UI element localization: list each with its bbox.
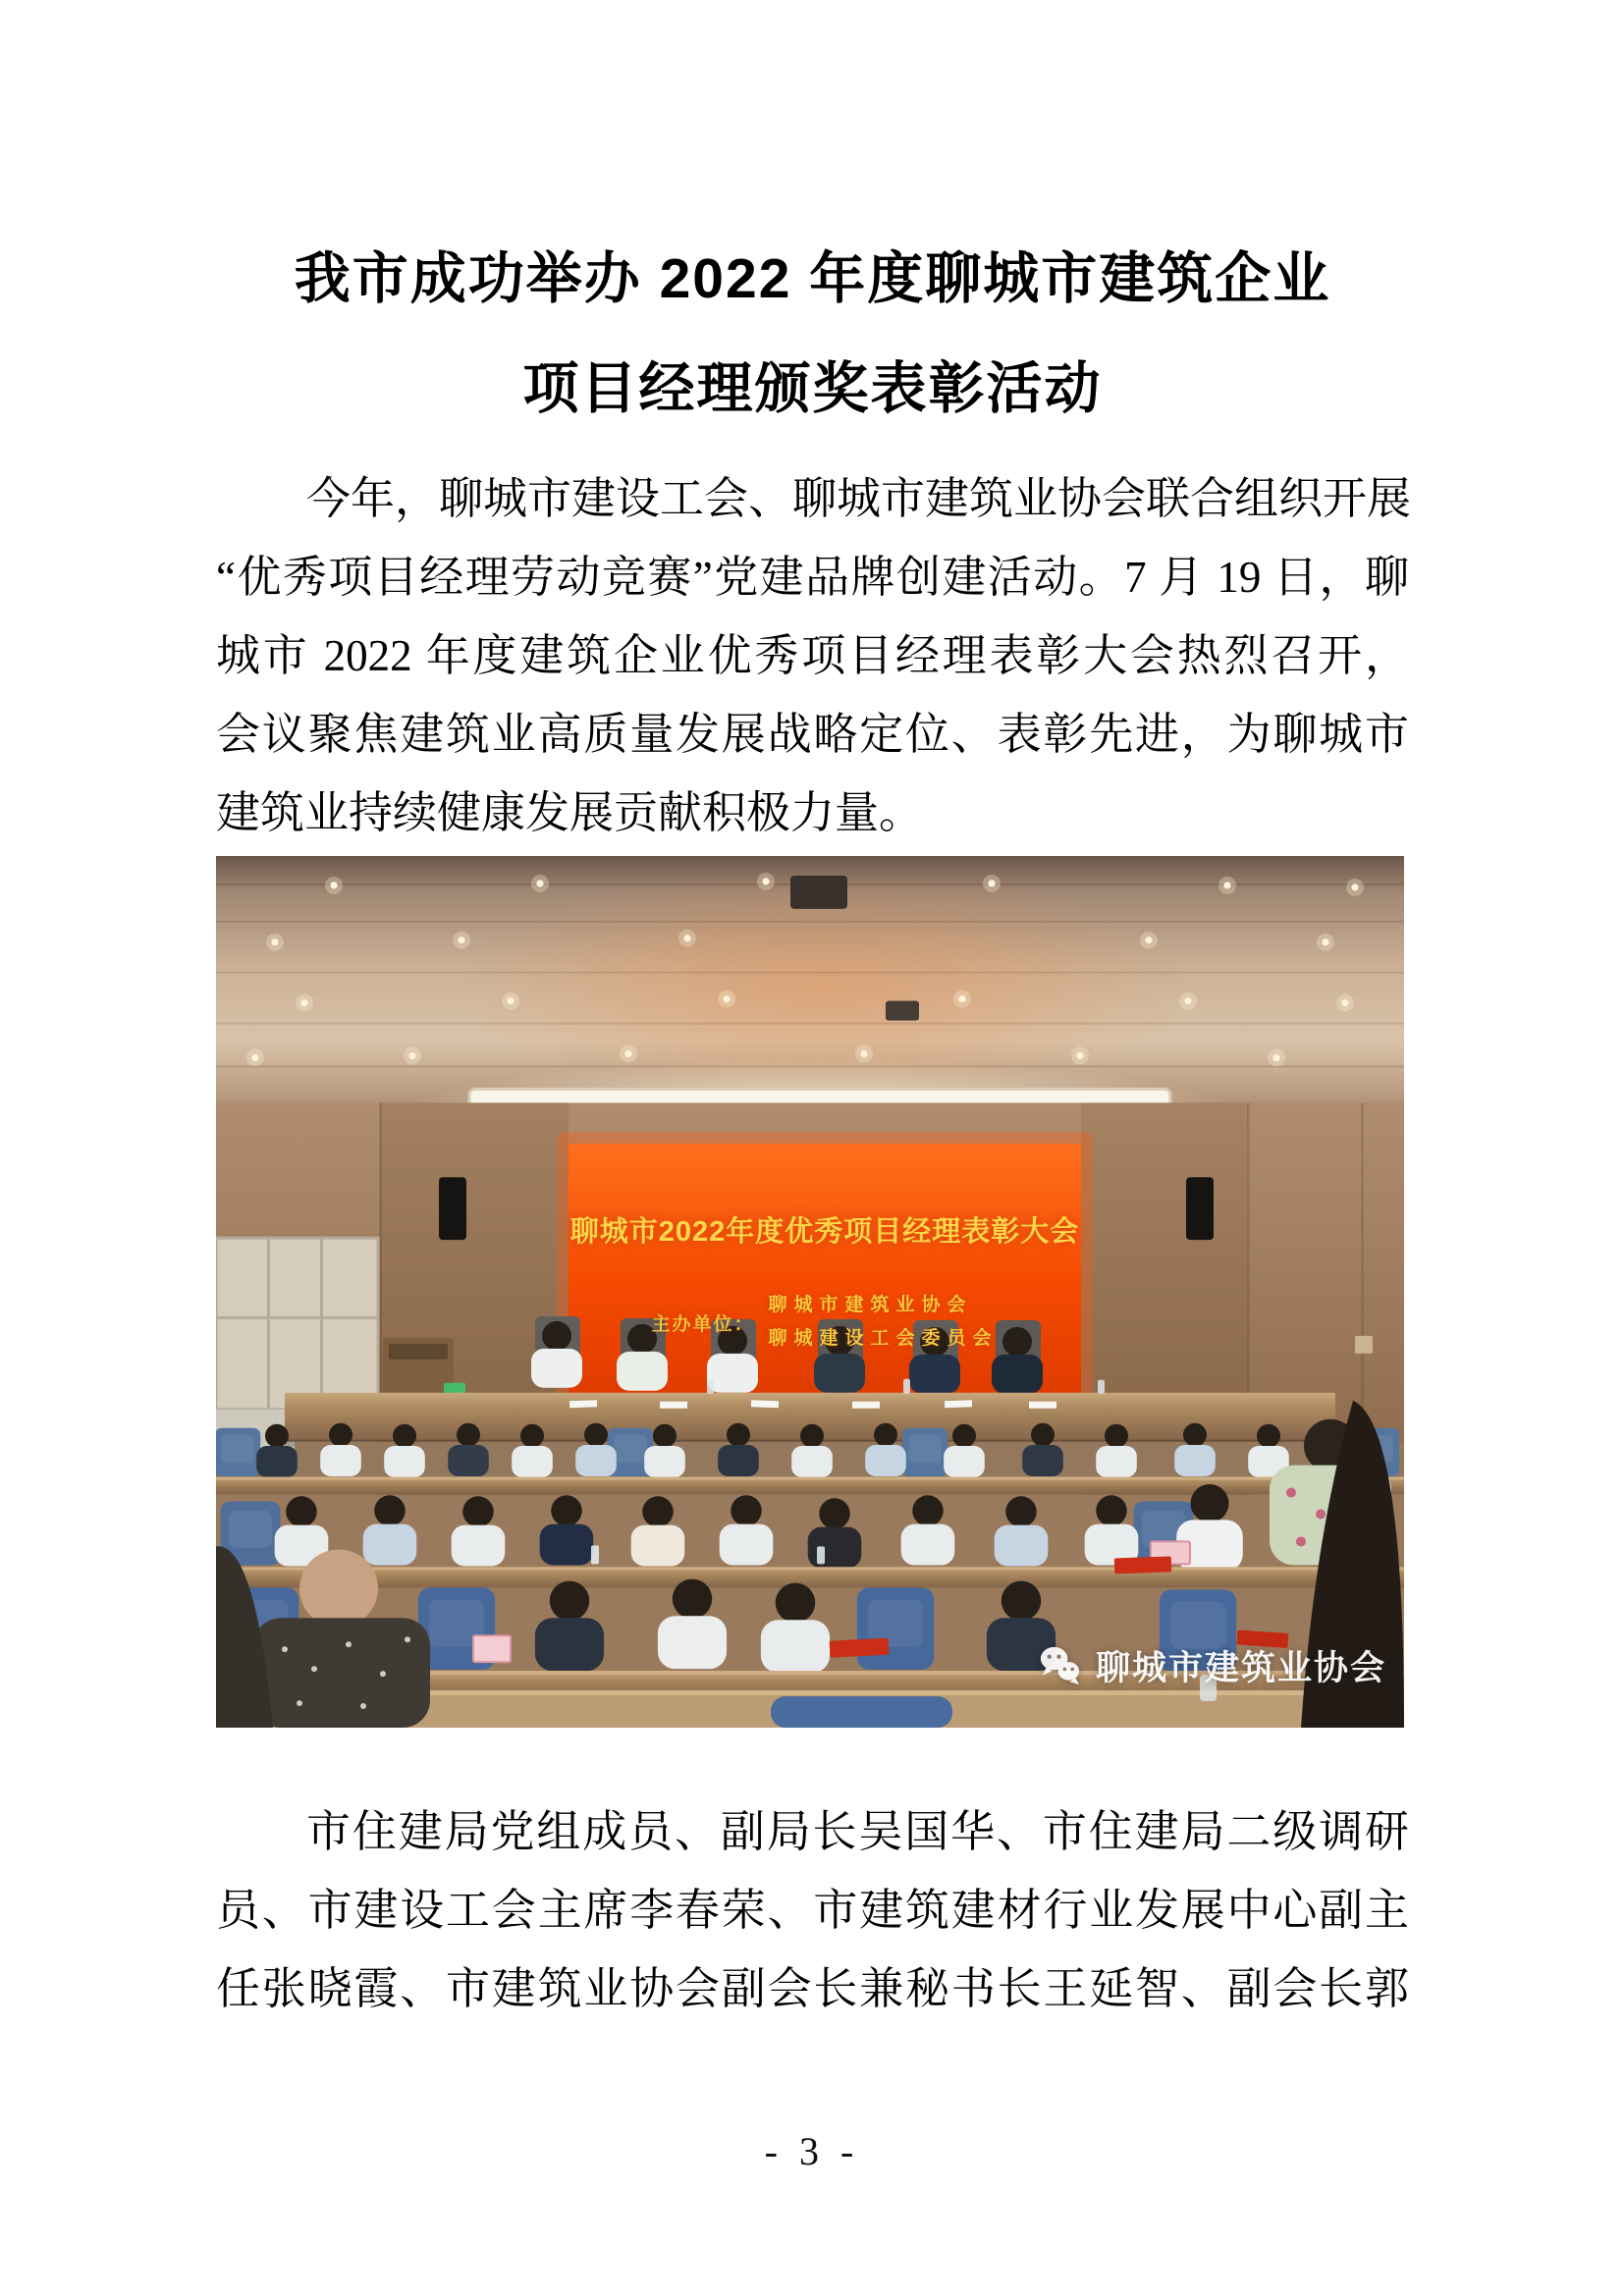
screen-host-label: 主办单位： xyxy=(651,1313,755,1335)
conference-room-scene xyxy=(216,856,1404,1728)
body-line: 今年，聊城市建设工会、聊城市建筑业协会联合组织开展 xyxy=(306,474,1412,523)
screen-host-org-2: 聊城建设工会委员会 xyxy=(768,1328,999,1349)
body-line: 建筑业持续健康发展贡献积极力量。 xyxy=(216,788,924,837)
title-line-1: 我市成功举办 2022 年度聊城市建筑企业 xyxy=(294,247,1331,310)
body-line: 员、市建设工会主席李春荣、市建筑建材行业发展中心副主 xyxy=(216,1886,1409,1935)
body-line: “优秀项目经理劳动竞赛”党建品牌创建活动。7 月 19 日，聊 xyxy=(216,553,1409,602)
body-line: 任张晓霞、市建筑业协会副会长兼秘书长王延智、副会长郭 xyxy=(216,1964,1409,2013)
body-line: 城市 2022 年度建筑企业优秀项目经理表彰大会热烈召开， xyxy=(216,631,1409,680)
document-title xyxy=(216,224,1409,444)
body-line: 会议聚焦建筑业高质量发展战略定位、表彰先进，为聊城市 xyxy=(216,710,1409,759)
watermark-text: 聊城市建筑业协会 xyxy=(1095,1649,1386,1687)
body-line: 市住建局党组成员、副局长吴国华、市住建局二级调研 xyxy=(306,1807,1409,1856)
meeting-photo xyxy=(216,856,1404,1728)
page-number: - 3 - xyxy=(764,2129,860,2173)
screen-host-org-1: 聊城市建筑业协会 xyxy=(768,1295,973,1315)
screen-banner-title: 聊城市2022年度优秀项目经理表彰大会 xyxy=(569,1216,1080,1248)
paragraph-2 xyxy=(216,1792,1409,2028)
title-line-2: 项目经理颁奖表彰活动 xyxy=(522,357,1103,420)
paragraph-1 xyxy=(216,459,1412,852)
